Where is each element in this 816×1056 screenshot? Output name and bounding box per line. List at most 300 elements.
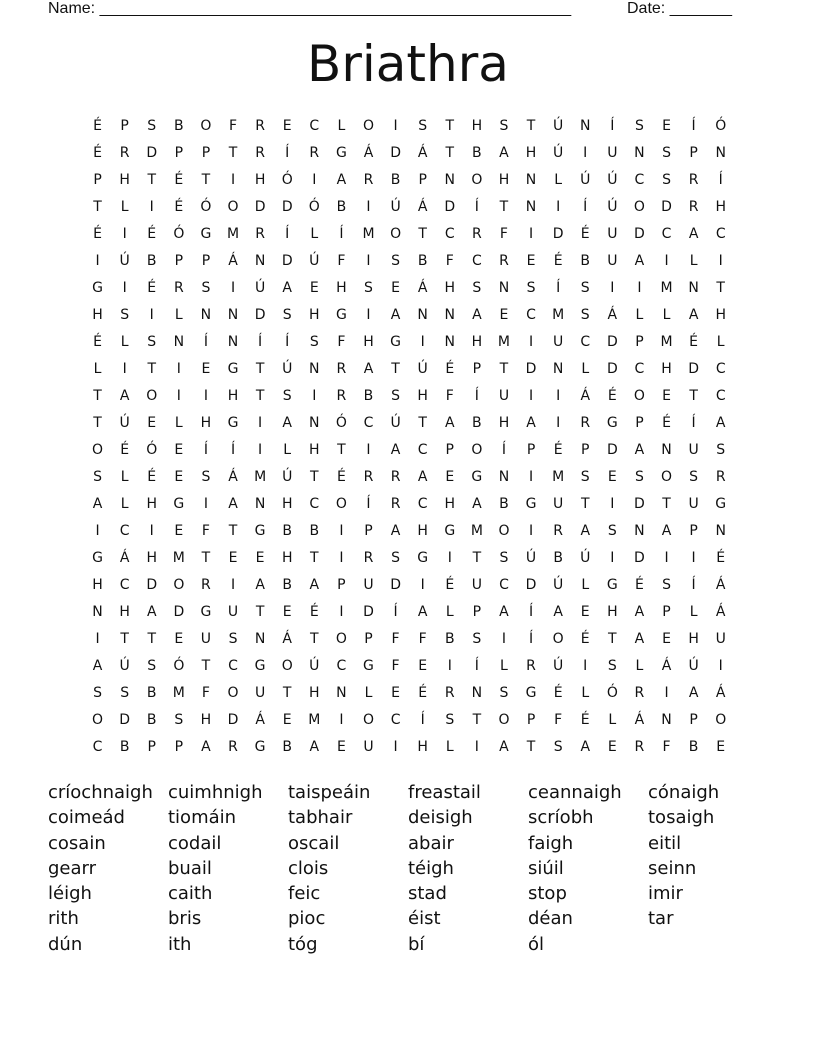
grid-letter: L bbox=[364, 685, 373, 701]
grid-letter: I bbox=[95, 253, 100, 269]
grid-letter: A bbox=[526, 415, 536, 431]
grid-letter: F bbox=[418, 631, 427, 647]
word-list-item: dún bbox=[48, 933, 83, 955]
grid-letter: Ú bbox=[119, 415, 130, 431]
word-list-item: codail bbox=[168, 832, 222, 854]
grid-letter: É bbox=[553, 442, 563, 458]
grid-letter: Ú bbox=[553, 145, 564, 161]
grid-letter: S bbox=[93, 469, 102, 485]
grid-letter: U bbox=[553, 496, 564, 512]
grid-letter: I bbox=[176, 361, 181, 377]
grid-letter: Ó bbox=[606, 685, 618, 701]
grid-letter: E bbox=[174, 469, 184, 485]
grid-letter: H bbox=[688, 631, 699, 647]
grid-letter: S bbox=[607, 658, 617, 674]
grid-letter: É bbox=[147, 226, 157, 242]
grid-letter: L bbox=[635, 658, 644, 674]
grid-letter: H bbox=[444, 496, 456, 512]
grid-letter: I bbox=[230, 577, 236, 593]
grid-letter: M bbox=[254, 469, 267, 485]
grid-letter: É bbox=[634, 577, 644, 593]
word-list-item: freastail bbox=[408, 782, 481, 803]
grid-letter: L bbox=[93, 361, 102, 377]
grid-letter: I bbox=[95, 631, 100, 647]
grid-letter: L bbox=[120, 496, 129, 512]
grid-letter: P bbox=[174, 145, 184, 161]
grid-letter: C bbox=[119, 577, 130, 593]
grid-letter: E bbox=[662, 118, 671, 134]
grid-letter: A bbox=[472, 307, 482, 323]
grid-letter: G bbox=[606, 415, 618, 431]
grid-letter: L bbox=[120, 199, 129, 215]
grid-letter: B bbox=[363, 388, 374, 404]
grid-letter: A bbox=[661, 523, 672, 539]
grid-letter: P bbox=[526, 442, 536, 458]
grid-letter: Ú bbox=[390, 415, 401, 431]
grid-letter: L bbox=[662, 307, 671, 323]
grid-letter: Ú bbox=[525, 550, 537, 566]
grid-letter: Ú bbox=[688, 658, 699, 674]
word-list-item: tiomáin bbox=[168, 807, 237, 829]
grid-letter: Ú bbox=[309, 658, 320, 674]
grid-letter: Á bbox=[255, 712, 265, 728]
grid-letter: G bbox=[254, 739, 266, 755]
word-list-item: stad bbox=[408, 883, 447, 905]
grid-letter: O bbox=[335, 631, 347, 647]
grid-letter: S bbox=[472, 280, 482, 296]
grid-letter: E bbox=[147, 415, 157, 431]
grid-letter: A bbox=[688, 685, 699, 701]
grid-letter: L bbox=[283, 442, 292, 458]
grid-letter: L bbox=[608, 712, 617, 728]
grid-letter: G bbox=[390, 334, 401, 350]
grid-letter: Í bbox=[258, 334, 263, 350]
grid-letter: O bbox=[92, 712, 104, 728]
grid-letter: P bbox=[174, 739, 184, 755]
grid-letter: U bbox=[227, 604, 239, 620]
grid-letter: Ó bbox=[281, 172, 293, 188]
grid-letter: B bbox=[282, 577, 292, 593]
grid-letter: L bbox=[174, 307, 183, 323]
grid-letter: É bbox=[93, 334, 102, 350]
grid-letter: N bbox=[525, 199, 537, 215]
grid-letter: I bbox=[366, 307, 371, 323]
word-list-item: deisigh bbox=[408, 807, 473, 829]
grid-letter: G bbox=[444, 523, 456, 539]
grid-letter: M bbox=[660, 334, 673, 350]
grid-letter: C bbox=[417, 496, 428, 512]
grid-letter: A bbox=[309, 739, 320, 755]
grid-row bbox=[84, 464, 735, 491]
grid-letter: Á bbox=[607, 307, 618, 323]
grid-letter: N bbox=[661, 712, 672, 728]
grid-letter: T bbox=[580, 496, 590, 512]
grid-letter: F bbox=[201, 523, 210, 539]
grid-letter: I bbox=[339, 523, 344, 539]
grid-letter: I bbox=[122, 226, 127, 242]
grid-row bbox=[84, 734, 735, 761]
grid-letter: O bbox=[92, 442, 104, 458]
grid-letter: L bbox=[635, 307, 644, 323]
grid-letter: T bbox=[391, 361, 400, 377]
grid-letter: H bbox=[471, 334, 483, 350]
grid-letter: F bbox=[445, 253, 454, 269]
grid-letter: T bbox=[526, 739, 536, 755]
grid-letter: Ó bbox=[308, 199, 320, 215]
grid-letter: E bbox=[526, 253, 536, 269]
grid-letter: S bbox=[662, 172, 671, 188]
grid-letter: L bbox=[554, 172, 563, 188]
grid-letter: Í bbox=[474, 388, 479, 404]
grid-letter: I bbox=[637, 280, 642, 296]
grid-row bbox=[84, 140, 735, 167]
grid-letter: N bbox=[227, 307, 239, 323]
grid-row bbox=[84, 626, 735, 653]
grid-letter: G bbox=[254, 523, 266, 539]
grid-letter: D bbox=[525, 361, 537, 377]
grid-letter: H bbox=[119, 604, 130, 620]
grid-letter: I bbox=[122, 361, 127, 377]
grid-letter: I bbox=[718, 658, 723, 674]
grid-letter: A bbox=[553, 604, 563, 620]
grid-letter: E bbox=[282, 118, 292, 134]
grid-row bbox=[84, 167, 735, 194]
grid-letter: P bbox=[689, 523, 698, 539]
word-list-item: tosaigh bbox=[648, 807, 715, 829]
grid-letter: B bbox=[282, 523, 292, 539]
grid-letter: A bbox=[634, 631, 645, 647]
grid-letter: A bbox=[472, 496, 482, 512]
grid-letter: T bbox=[93, 415, 102, 431]
grid-letter: Í bbox=[420, 712, 425, 728]
grid-letter: T bbox=[228, 523, 238, 539]
grid-letter: U bbox=[607, 226, 618, 242]
grid-letter: T bbox=[499, 199, 509, 215]
grid-letter: N bbox=[634, 145, 645, 161]
grid-row bbox=[84, 194, 735, 221]
grid-letter: E bbox=[607, 739, 617, 755]
grid-letter: B bbox=[309, 523, 320, 539]
grid-letter: R bbox=[634, 685, 645, 701]
grid-letter: D bbox=[173, 604, 185, 620]
grid-letter: T bbox=[147, 631, 157, 647]
grid-letter: S bbox=[418, 118, 428, 134]
grid-letter: H bbox=[715, 199, 726, 215]
grid-letter: C bbox=[634, 361, 645, 377]
grid-letter: I bbox=[339, 550, 344, 566]
grid-letter: G bbox=[92, 280, 103, 296]
grid-letter: P bbox=[93, 172, 102, 188]
grid-letter: É bbox=[93, 145, 102, 161]
grid-letter: U bbox=[688, 496, 699, 512]
grid-letter: L bbox=[174, 415, 183, 431]
grid-letter: D bbox=[363, 604, 374, 620]
grid-letter: G bbox=[525, 496, 537, 512]
grid-letter: S bbox=[607, 523, 617, 539]
grid-letter: B bbox=[390, 172, 401, 188]
grid-letter: T bbox=[201, 658, 211, 674]
grid-letter: Ú bbox=[282, 361, 293, 377]
grid-letter: E bbox=[499, 307, 509, 323]
grid-letter: N bbox=[634, 523, 645, 539]
grid-letter: Í bbox=[203, 334, 208, 350]
grid-letter: B bbox=[499, 496, 509, 512]
grid-letter: I bbox=[528, 226, 534, 242]
grid-letter: F bbox=[662, 739, 671, 755]
grid-letter: H bbox=[417, 739, 428, 755]
word-list-item: bí bbox=[408, 933, 425, 955]
grid-letter: É bbox=[716, 550, 726, 566]
grid-letter: T bbox=[445, 118, 455, 134]
grid-letter: A bbox=[444, 415, 455, 431]
grid-row bbox=[84, 437, 735, 464]
grid-letter: A bbox=[390, 523, 401, 539]
grid-letter: F bbox=[499, 226, 508, 242]
grid-letter: C bbox=[228, 658, 238, 674]
grid-letter: T bbox=[255, 361, 265, 377]
grid-letter: D bbox=[661, 199, 672, 215]
grid-letter: Í bbox=[528, 631, 534, 647]
grid-letter: R bbox=[526, 658, 536, 674]
grid-letter: E bbox=[580, 604, 590, 620]
grid-letter: Ú bbox=[607, 199, 618, 215]
grid-letter: T bbox=[120, 631, 129, 647]
grid-letter: É bbox=[309, 604, 319, 620]
grid-row bbox=[84, 518, 735, 545]
grid-letter: Ú bbox=[254, 280, 266, 296]
grid-letter: D bbox=[634, 496, 645, 512]
word-list-item: rith bbox=[48, 908, 79, 930]
grid-letter: I bbox=[583, 145, 588, 161]
grid-letter: L bbox=[337, 118, 346, 134]
grid-letter: Í bbox=[285, 145, 290, 161]
grid-letter: H bbox=[607, 604, 618, 620]
grid-row bbox=[84, 572, 735, 599]
grid-letter: A bbox=[580, 739, 591, 755]
grid-letter: P bbox=[147, 739, 156, 755]
grid-letter: P bbox=[581, 442, 590, 458]
grid-letter: T bbox=[689, 388, 698, 404]
grid-letter: É bbox=[689, 334, 699, 350]
grid-letter: B bbox=[146, 253, 157, 269]
grid-letter: T bbox=[445, 145, 455, 161]
grid-letter: G bbox=[92, 550, 103, 566]
grid-letter: D bbox=[281, 199, 293, 215]
grid-letter: A bbox=[580, 523, 591, 539]
grid-letter: O bbox=[335, 496, 347, 512]
grid-letter: U bbox=[607, 253, 618, 269]
grid-letter: Á bbox=[417, 280, 428, 296]
grid-letter: I bbox=[203, 388, 208, 404]
grid-letter: Í bbox=[691, 577, 696, 593]
grid-letter: I bbox=[366, 442, 371, 458]
grid-letter: R bbox=[553, 523, 563, 539]
grid-letter: O bbox=[633, 199, 645, 215]
grid-letter: S bbox=[391, 253, 401, 269]
grid-letter: E bbox=[607, 469, 617, 485]
grid-letter: F bbox=[337, 334, 346, 350]
grid-letter: G bbox=[335, 145, 347, 161]
word-list-item: pioc bbox=[288, 908, 326, 930]
grid-letter: T bbox=[228, 145, 238, 161]
grid-letter: N bbox=[552, 361, 564, 377]
grid-row bbox=[84, 275, 735, 302]
word-list-item: scríobh bbox=[528, 807, 594, 829]
grid-letter: P bbox=[201, 253, 211, 269]
grid-letter: N bbox=[336, 685, 347, 701]
grid-letter: B bbox=[472, 415, 482, 431]
grid-letter: O bbox=[200, 118, 212, 134]
grid-letter: T bbox=[608, 631, 617, 647]
grid-letter: B bbox=[580, 253, 591, 269]
grid-letter: H bbox=[309, 685, 320, 701]
grid-letter: P bbox=[635, 334, 644, 350]
grid-letter: D bbox=[688, 361, 699, 377]
grid-letter: R bbox=[309, 145, 320, 161]
grid-letter: I bbox=[501, 631, 507, 647]
grid-letter: N bbox=[715, 145, 726, 161]
grid-letter: B bbox=[119, 739, 130, 755]
grid-letter: C bbox=[715, 388, 726, 404]
grid-letter: S bbox=[120, 685, 130, 701]
word-list-item: oscail bbox=[288, 832, 340, 854]
grid-row bbox=[84, 356, 735, 383]
grid-row bbox=[84, 491, 735, 518]
grid-letter: Í bbox=[610, 118, 615, 134]
grid-letter: T bbox=[201, 172, 211, 188]
grid-letter: T bbox=[310, 550, 319, 566]
grid-letter: Ó bbox=[173, 658, 185, 674]
grid-letter: M bbox=[362, 226, 375, 242]
grid-letter: Ú bbox=[580, 172, 591, 188]
word-list-item: coimeád bbox=[48, 807, 125, 829]
grid-letter: E bbox=[445, 469, 455, 485]
grid-letter: É bbox=[662, 415, 671, 431]
grid-letter: B bbox=[282, 739, 292, 755]
word-list-item: tóg bbox=[288, 933, 318, 955]
grid-letter: Ú bbox=[417, 361, 428, 377]
grid-row bbox=[84, 545, 735, 572]
grid-letter: T bbox=[255, 604, 265, 620]
grid-letter: I bbox=[528, 469, 534, 485]
word-list-item: buail bbox=[168, 857, 212, 879]
grid-letter: I bbox=[258, 415, 263, 431]
grid-letter: B bbox=[146, 712, 157, 728]
grid-letter: S bbox=[634, 118, 644, 134]
word-list-item: clois bbox=[288, 857, 329, 879]
grid-letter: U bbox=[715, 631, 726, 647]
grid-letter: I bbox=[610, 550, 615, 566]
grid-letter: Á bbox=[661, 658, 672, 674]
grid-letter: É bbox=[147, 469, 157, 485]
grid-letter: L bbox=[581, 361, 590, 377]
grid-letter: F bbox=[201, 685, 210, 701]
grid-letter: O bbox=[661, 469, 673, 485]
grid-letter: I bbox=[474, 739, 479, 755]
grid-letter: F bbox=[391, 658, 400, 674]
grid-letter: I bbox=[664, 550, 669, 566]
grid-letter: O bbox=[227, 199, 239, 215]
grid-letter: Ú bbox=[553, 658, 564, 674]
grid-letter: B bbox=[146, 685, 157, 701]
grid-letter: C bbox=[715, 361, 726, 377]
grid-letter: É bbox=[174, 199, 184, 215]
grid-letter: M bbox=[660, 280, 673, 296]
grid-letter: L bbox=[500, 658, 508, 674]
grid-letter: T bbox=[255, 388, 265, 404]
grid-letter: A bbox=[228, 496, 238, 512]
grid-letter: H bbox=[444, 280, 456, 296]
grid-letter: A bbox=[634, 253, 645, 269]
grid-letter: E bbox=[201, 361, 211, 377]
grid-letter: S bbox=[147, 118, 157, 134]
grid-letter: O bbox=[471, 172, 483, 188]
grid-letter: É bbox=[445, 361, 455, 377]
grid-letter: N bbox=[579, 118, 591, 134]
grid-letter: A bbox=[715, 415, 726, 431]
grid-letter: O bbox=[633, 388, 645, 404]
grid-letter: R bbox=[444, 685, 455, 701]
grid-letter: I bbox=[258, 442, 263, 458]
grid-letter: R bbox=[715, 469, 726, 485]
grid-letter: I bbox=[556, 415, 561, 431]
grid-letter: L bbox=[716, 334, 725, 350]
grid-letter: M bbox=[552, 469, 565, 485]
grid-letter: L bbox=[310, 226, 319, 242]
grid-letter: D bbox=[606, 361, 618, 377]
grid-letter: C bbox=[417, 442, 428, 458]
grid-letter: Í bbox=[691, 415, 696, 431]
grid-letter: Á bbox=[417, 199, 428, 215]
word-list-item: feic bbox=[288, 883, 321, 905]
grid-letter: C bbox=[715, 226, 726, 242]
grid-letter: R bbox=[255, 118, 265, 134]
grid-letter: L bbox=[120, 334, 129, 350]
grid-letter: H bbox=[92, 307, 103, 323]
word-list-item: ól bbox=[528, 933, 545, 955]
grid-letter: D bbox=[281, 253, 293, 269]
grid-letter: Í bbox=[393, 604, 398, 620]
grid-letter: I bbox=[95, 523, 100, 539]
grid-letter: A bbox=[688, 307, 699, 323]
grid-letter: Í bbox=[691, 118, 696, 134]
grid-letter: B bbox=[417, 253, 428, 269]
grid-letter: D bbox=[390, 577, 401, 593]
grid-letter: P bbox=[174, 253, 184, 269]
grid-letter: H bbox=[498, 415, 510, 431]
grid-letter: H bbox=[146, 550, 157, 566]
grid-letter: G bbox=[227, 361, 239, 377]
grid-letter: H bbox=[417, 388, 428, 404]
grid-letter: I bbox=[447, 550, 452, 566]
word-list-item: stop bbox=[528, 883, 567, 905]
grid-letter: U bbox=[363, 739, 374, 755]
grid-letter: S bbox=[499, 550, 509, 566]
grid-letter: R bbox=[634, 739, 645, 755]
grid-letter: H bbox=[200, 415, 212, 431]
grid-letter: P bbox=[472, 361, 482, 377]
grid-letter: É bbox=[93, 118, 102, 134]
grid-letter: G bbox=[200, 604, 212, 620]
grid-letter: R bbox=[471, 226, 482, 242]
grid-letter: P bbox=[689, 712, 698, 728]
grid-letter: O bbox=[227, 685, 239, 701]
grid-letter: A bbox=[634, 604, 645, 620]
grid-letter: S bbox=[662, 577, 671, 593]
grid-letter: Ú bbox=[282, 469, 293, 485]
word-list-item: léigh bbox=[48, 883, 92, 905]
grid-letter: P bbox=[472, 604, 482, 620]
